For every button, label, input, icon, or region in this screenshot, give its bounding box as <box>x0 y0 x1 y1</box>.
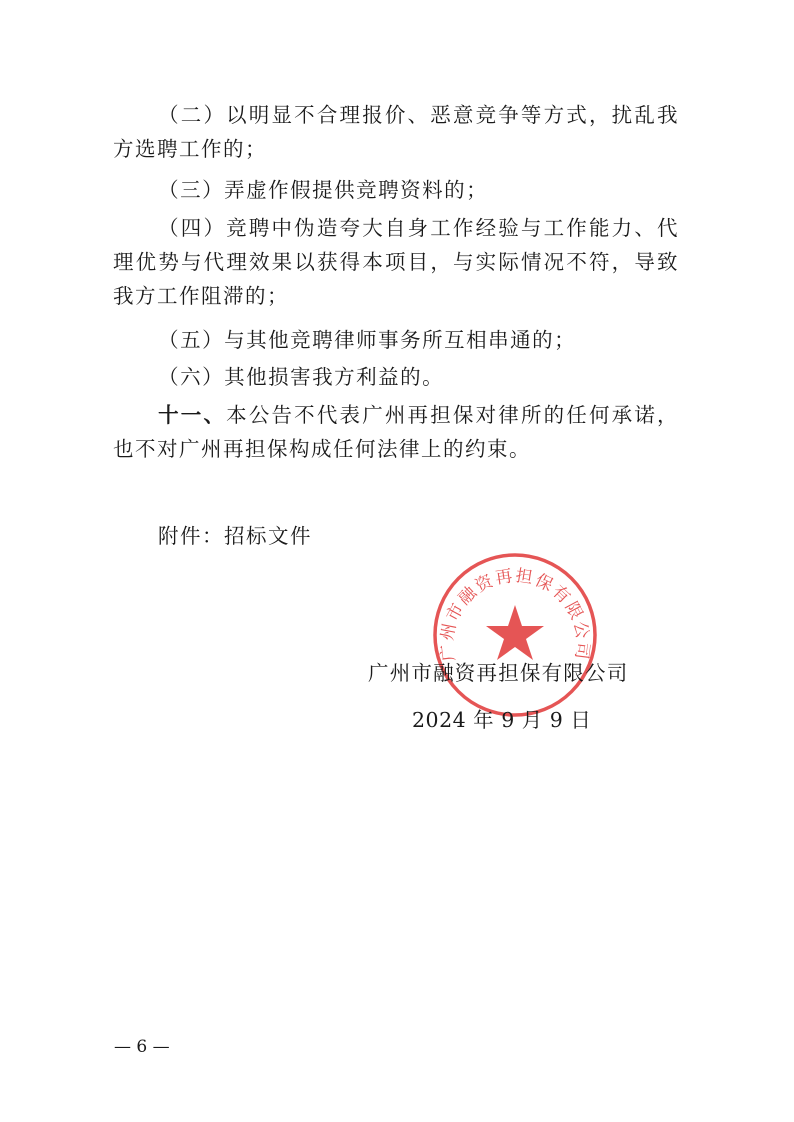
clause-2: （二）以明显不合理报价、恶意竞争等方式，扰乱我方选聘工作的； <box>113 103 679 161</box>
seal-star-icon <box>486 605 544 660</box>
clause-4: （四）竞聘中伪造夸大自身工作经验与工作能力、代理优势与代理效果以获得本项目，与实际情况不符，导致我方工作阻滞的； <box>113 216 679 308</box>
clause-11-body: 本公告不代表广州再担保对律所的任何承诺，也不对广州再担保构成任何法律上的约束。 <box>113 403 680 461</box>
attachment-line: 附件：招标文件 <box>158 524 312 548</box>
clause-3: （三）弄虚作假提供竞聘资料的； <box>158 178 489 202</box>
clause-5: （五）与其他竞聘律师事务所互相串通的； <box>158 328 577 352</box>
clause-11 <box>113 398 679 466</box>
page-number: — 6 — <box>114 1037 170 1057</box>
company-seal-stamp <box>430 550 600 720</box>
signing-date: 2024 年 9 月 9 日 <box>412 708 592 732</box>
signer-organization: 广州市融资再担保有限公司 <box>368 661 629 685</box>
seal-text: 广州市融资再担保有限公司 <box>437 566 593 663</box>
clause-11-lead: 十一、 <box>158 403 227 427</box>
clause-6: （六）其他损害我方利益的。 <box>158 365 445 389</box>
